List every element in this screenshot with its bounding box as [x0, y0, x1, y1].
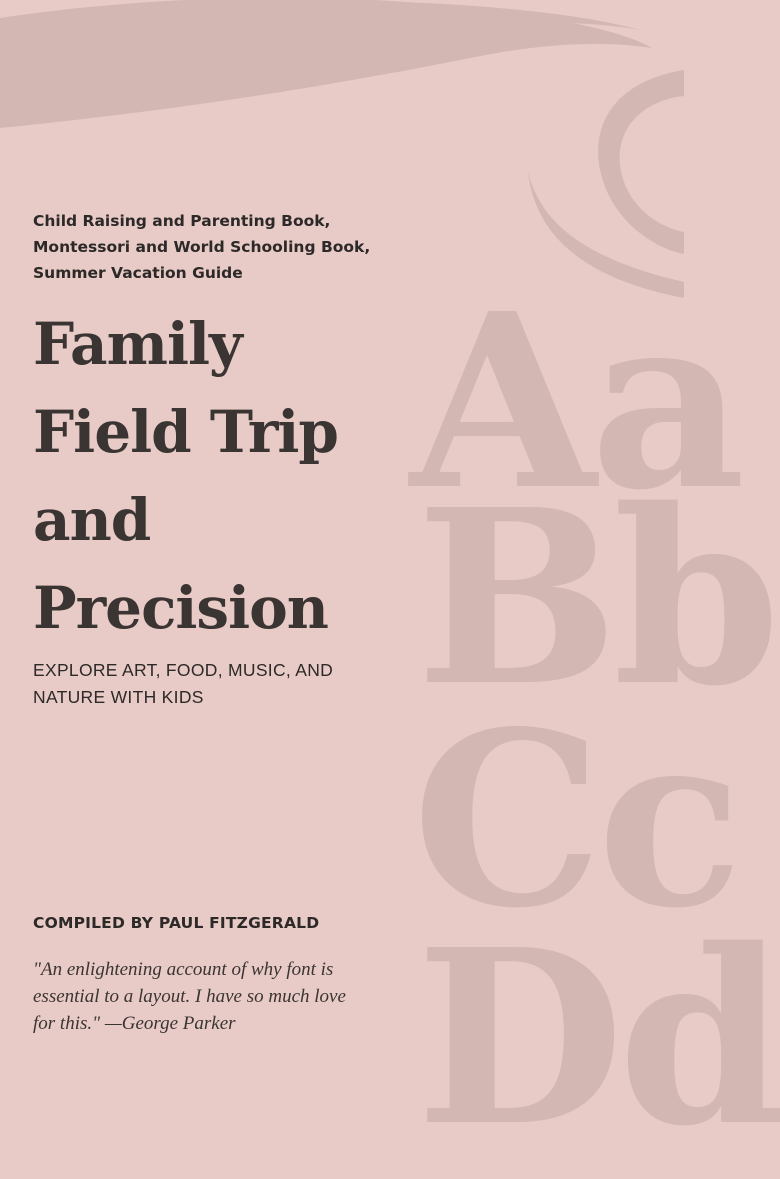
background-letters-bb: Bb: [416, 457, 775, 739]
title-line: Field Trip: [33, 398, 338, 466]
background-letters-cc: Cc: [412, 679, 738, 961]
background-letters-dd: Dd: [416, 897, 780, 1179]
book-tagline: [33, 657, 433, 711]
title-line: Precision: [33, 574, 328, 642]
subtitle-line: Summer Vacation Guide: [33, 264, 243, 282]
tagline-line: EXPLORE ART, FOOD, MUSIC, AND: [33, 660, 334, 680]
book-subtitle: [33, 208, 453, 286]
subtitle-line: Montessori and World Schooling Book,: [33, 238, 371, 256]
swash-right-curl: [598, 70, 684, 254]
review-quote: [33, 956, 413, 1037]
quote-line: "An enlightening account of why font is: [33, 959, 334, 980]
author-credit: COMPILED BY PAUL FITZGERALD: [33, 914, 320, 932]
background-letters-aa: Aa: [410, 261, 740, 543]
subtitle-line: Child Raising and Parenting Book,: [33, 212, 331, 230]
book-title: [33, 300, 433, 652]
quote-line: for this." —George Parker: [33, 1013, 236, 1034]
title-line: and: [33, 486, 151, 554]
title-line: Family: [33, 310, 242, 378]
quote-line: essential to a layout. I have so much love: [33, 986, 346, 1007]
tagline-line: NATURE WITH KIDS: [33, 687, 204, 707]
